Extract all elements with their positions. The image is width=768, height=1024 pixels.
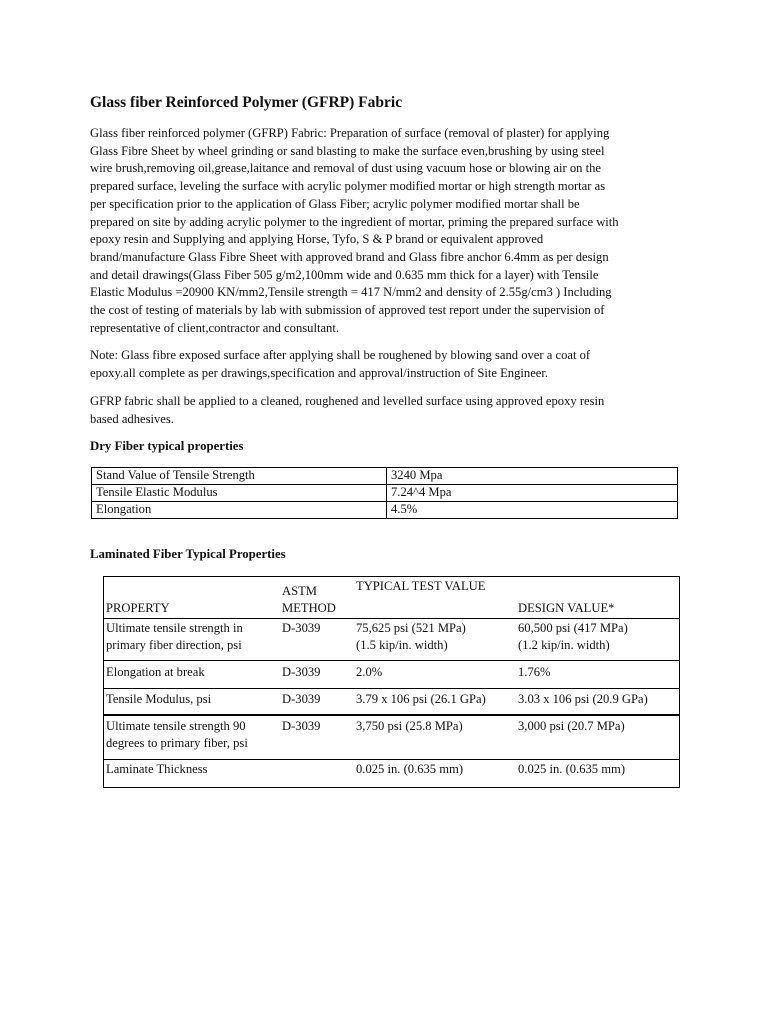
table-row (104, 619, 680, 661)
table-row (92, 485, 678, 502)
design-cell: 3.03 x 106 psi (20.9 GPa) (516, 689, 680, 716)
table-row (92, 502, 678, 519)
method-cell: D-3039 (280, 715, 354, 760)
table-cell: Tensile Elastic Modulus (92, 485, 387, 502)
paragraph-line: epoxy.all complete as per drawings,specification and approval/instruction of Site Engineer. (90, 365, 549, 380)
paragraph-line: Elastic Modulus =20900 KN/mm2,Tensile strength = 417 N/mm2 and density of 2.55g/cm3 ) Including (90, 285, 612, 300)
property-cell (104, 619, 281, 661)
typical-cell (354, 619, 516, 661)
cell-line: 60,500 psi (417 MPa) (518, 621, 628, 635)
paragraph-line: per specification prior to the application of Glass Fiber; acrylic polymer modified mortar shall be (90, 196, 580, 211)
typical-cell: 3.79 x 106 psi (26.1 GPa) (354, 689, 516, 716)
laminated-fiber-table (103, 576, 680, 788)
typical-cell: 3,750 psi (25.8 MPa) (354, 715, 516, 760)
cell-line: primary fiber direction, psi (106, 637, 242, 652)
paragraph-line: wire brush,removing oil,grease,laitance and removal of dust using vacuum hose or blowing air on the (90, 161, 601, 176)
paragraph-line: representative of client,contractor and consultant. (90, 320, 339, 335)
description-paragraph (90, 125, 680, 337)
table-cell: 4.5% (387, 502, 678, 519)
design-cell: 1.76% (516, 661, 680, 689)
design-cell (516, 619, 680, 661)
cell-line: Ultimate tensile strength 90 (106, 719, 246, 733)
paragraph-line: prepared on site by adding acrylic polymer to the ingredient of mortar, priming the prepared surface with (90, 214, 619, 229)
typical-cell: 2.0% (354, 661, 516, 689)
document-title: Glass fiber Reinforced Polymer (GFRP) Fabric (90, 94, 403, 111)
note-paragraph (90, 347, 680, 382)
application-paragraph (90, 393, 680, 428)
table-cell: 3240 Mpa (387, 468, 678, 485)
cell-line: 75,625 psi (521 MPa) (356, 621, 466, 635)
method-cell: D-3039 (280, 661, 354, 689)
table-cell: Elongation (92, 502, 387, 519)
header-line: ASTM (282, 584, 317, 598)
cell-line: (1.5 kip/in. width) (356, 637, 448, 652)
table-cell: Stand Value of Tensile Strength (92, 468, 387, 485)
paragraph-line: Glass Fibre Sheet by wheel grinding or sand blasting to make the surface even,brushing by using steel (90, 143, 605, 158)
cell-line: Ultimate tensile strength in (106, 621, 243, 635)
paragraph-line: the cost of testing of materials by lab with submission of approved test report under the supervision of (90, 303, 605, 318)
design-cell: 0.025 in. (0.635 mm) (516, 760, 680, 788)
property-cell (104, 715, 281, 760)
table-row (104, 715, 680, 760)
dry-fiber-table (91, 467, 678, 519)
property-cell: Laminate Thickness (104, 760, 281, 788)
table-row (104, 689, 680, 716)
paragraph-line: Glass fiber reinforced polymer (GFRP) Fabric: Preparation of surface (removal of plaster) for applying (90, 126, 610, 140)
paragraph-line: epoxy resin and Supplying and applying Horse, Tyfo, S & P brand or equivalent approved (90, 232, 544, 247)
paragraph-line: prepared surface, leveling the surface with acrylic polymer modified mortar or high strength mortar as (90, 179, 606, 194)
header-astm-method (280, 577, 354, 619)
cell-line: (1.2 kip/in. width) (518, 637, 610, 652)
property-cell: Tensile Modulus, psi (104, 689, 281, 716)
method-cell: D-3039 (280, 619, 354, 661)
property-cell: Elongation at break (104, 661, 281, 689)
paragraph-line: brand/manufacture Glass Fibre Sheet with approved brand and Glass fibre anchor 6.4mm as per design (90, 249, 609, 264)
dry-fiber-heading: Dry Fiber typical properties (90, 439, 244, 453)
header-line: METHOD (282, 600, 336, 615)
table-header-row (104, 577, 680, 619)
design-cell: 3,000 psi (20.7 MPa) (516, 715, 680, 760)
table-row (104, 760, 680, 788)
header-design-value: DESIGN VALUE* (518, 600, 615, 615)
paragraph-line: based adhesives. (90, 411, 174, 426)
paragraph-line: GFRP fabric shall be applied to a cleaned, roughened and levelled surface using approved epoxy resin (90, 394, 605, 408)
table-cell: 7.24^4 Mpa (387, 485, 678, 502)
table-row (92, 468, 678, 485)
cell-line: degrees to primary fiber, psi (106, 735, 248, 750)
method-cell: D-3039 (280, 689, 354, 716)
table-row (104, 661, 680, 689)
paragraph-line: and detail drawings(Glass Fiber 505 g/m2,100mm wide and 0.635 mm thick for a layer) with Tensile (90, 267, 599, 282)
laminated-fiber-heading: Laminated Fiber Typical Properties (90, 547, 286, 561)
header-typical-value: TYPICAL TEST VALUE (356, 579, 486, 593)
method-cell (280, 760, 354, 788)
typical-cell: 0.025 in. (0.635 mm) (354, 760, 516, 788)
header-property: PROPERTY (106, 600, 170, 615)
paragraph-line: Note: Glass fibre exposed surface after applying shall be roughened by blowing sand over a coat of (90, 348, 591, 362)
